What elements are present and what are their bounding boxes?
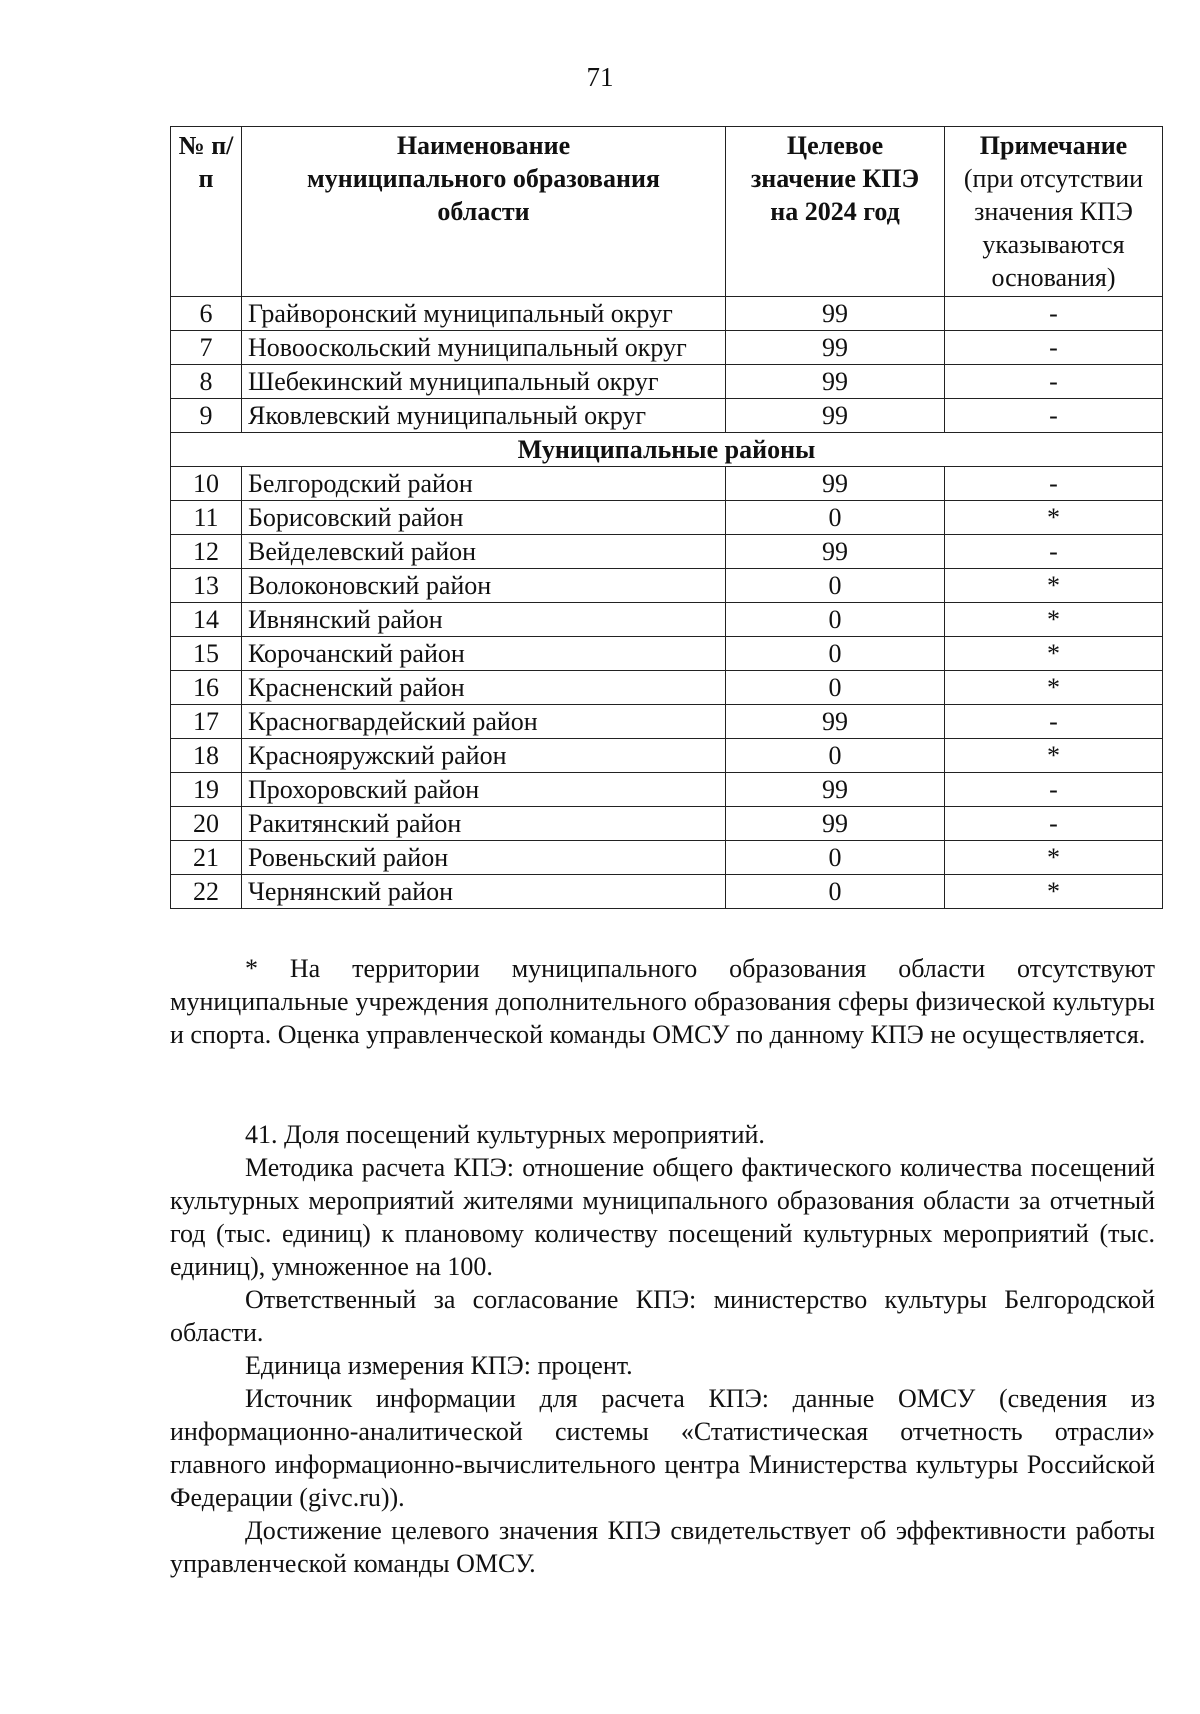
cell-note: -	[945, 467, 1163, 501]
cell-target: 0	[726, 569, 945, 603]
section-title: Муниципальные районы	[171, 433, 1163, 467]
cell-target: 0	[726, 671, 945, 705]
cell-note: -	[945, 773, 1163, 807]
cell-note: -	[945, 535, 1163, 569]
cell-note: *	[945, 875, 1163, 909]
cell-note: -	[945, 297, 1163, 331]
cell-target: 99	[726, 705, 945, 739]
cell-num: 12	[171, 535, 242, 569]
table-row	[171, 399, 1163, 433]
header-target: Целевое значение КПЭ на 2024 год	[726, 127, 945, 297]
table-row	[171, 535, 1163, 569]
cell-name: Прохоровский район	[242, 773, 726, 807]
cell-name: Красненский район	[242, 671, 726, 705]
cell-num: 14	[171, 603, 242, 637]
section-row	[171, 433, 1163, 467]
cell-target: 99	[726, 297, 945, 331]
cell-note: *	[945, 501, 1163, 535]
cell-name: Волоконовский район	[242, 569, 726, 603]
cell-note: -	[945, 705, 1163, 739]
cell-target: 99	[726, 773, 945, 807]
cell-note: *	[945, 569, 1163, 603]
cell-name: Корочанский район	[242, 637, 726, 671]
cell-num: 20	[171, 807, 242, 841]
table-row	[171, 841, 1163, 875]
cell-num: 11	[171, 501, 242, 535]
cell-target: 99	[726, 399, 945, 433]
cell-name: Краснояружский район	[242, 739, 726, 773]
cell-note: -	[945, 365, 1163, 399]
table-row	[171, 331, 1163, 365]
cell-name: Красногвардейский район	[242, 705, 726, 739]
table-row	[171, 875, 1163, 909]
cell-name: Чернянский район	[242, 875, 726, 909]
cell-num: 21	[171, 841, 242, 875]
cell-name: Грайворонский муниципальный округ	[242, 297, 726, 331]
table-section	[171, 433, 1163, 467]
table-row	[171, 365, 1163, 399]
section-41-title: 41. Доля посещений культурных мероприятий.	[245, 1120, 765, 1149]
section-41-unit: Единица измерения КПЭ: процент.	[245, 1351, 633, 1380]
table-row	[171, 773, 1163, 807]
table-row	[171, 603, 1163, 637]
cell-target: 99	[726, 535, 945, 569]
header-note-title: Примечание	[979, 131, 1128, 160]
cell-target: 0	[726, 603, 945, 637]
cell-num: 18	[171, 739, 242, 773]
table-row	[171, 671, 1163, 705]
cell-name: Шебекинский муниципальный округ	[242, 365, 726, 399]
table-row	[171, 569, 1163, 603]
section-41-method: Методика расчета КПЭ: отношение общего фактического количества посещений культурных мероприятий жителями муниципального образования области за отчетный год (тыс. единиц) к плановому количеству посещений культурных мероприятий (тыс. единиц), умноженное на 100.	[170, 1153, 1155, 1281]
cell-target: 99	[726, 331, 945, 365]
cell-target: 0	[726, 637, 945, 671]
table-header-row	[171, 127, 1163, 297]
cell-target: 99	[726, 807, 945, 841]
cell-num: 22	[171, 875, 242, 909]
table-body-bottom	[171, 467, 1163, 909]
cell-name: Ракитянский район	[242, 807, 726, 841]
table-row	[171, 501, 1163, 535]
page-number: 71	[586, 62, 614, 92]
table-row	[171, 739, 1163, 773]
section-41-achievement: Достижение целевого значения КПЭ свидетельствует об эффективности работы управленческой команды ОМСУ.	[170, 1516, 1155, 1578]
cell-target: 0	[726, 875, 945, 909]
table-body-top	[171, 297, 1163, 433]
cell-note: *	[945, 841, 1163, 875]
cell-name: Вейделевский район	[242, 535, 726, 569]
table-row	[171, 637, 1163, 671]
cell-num: 17	[171, 705, 242, 739]
cell-num: 16	[171, 671, 242, 705]
footnote	[170, 952, 1155, 1051]
table-row	[171, 297, 1163, 331]
cell-name: Новооскольский муниципальный округ	[242, 331, 726, 365]
header-name: Наименование муниципального образования области	[242, 127, 726, 297]
table-row	[171, 807, 1163, 841]
cell-num: 19	[171, 773, 242, 807]
cell-name: Яковлевский муниципальный округ	[242, 399, 726, 433]
cell-name: Белгородский район	[242, 467, 726, 501]
footnote-text: * На территории муниципального образования области отсутствуют муниципальные учреждения дополнительного образования сферы физической культуры и спорта. Оценка управленческой команды ОМСУ по данному КПЭ не осуществляется.	[170, 954, 1155, 1049]
cell-note: *	[945, 671, 1163, 705]
cell-num: 13	[171, 569, 242, 603]
table-row	[171, 467, 1163, 501]
header-note	[945, 127, 1163, 297]
cell-num: 10	[171, 467, 242, 501]
cell-note: -	[945, 399, 1163, 433]
cell-num: 8	[171, 365, 242, 399]
cell-note: -	[945, 807, 1163, 841]
cell-num: 15	[171, 637, 242, 671]
cell-note: -	[945, 331, 1163, 365]
header-num: № п/п	[171, 127, 242, 297]
cell-note: *	[945, 739, 1163, 773]
cell-target: 0	[726, 501, 945, 535]
section-41	[170, 1118, 1155, 1580]
section-41-source: Источник информации для расчета КПЭ: данные ОМСУ (сведения из информационно-аналитической системы «Статистическая отчетность отрасли» главного информационно-вычислительного центра Министерства культуры Российской Федерации (givc.ru)).	[170, 1384, 1155, 1512]
cell-note: *	[945, 603, 1163, 637]
cell-name: Ивнянский район	[242, 603, 726, 637]
cell-target: 0	[726, 841, 945, 875]
cell-target: 99	[726, 467, 945, 501]
cell-num: 6	[171, 297, 242, 331]
cell-name: Борисовский район	[242, 501, 726, 535]
cell-target: 99	[726, 365, 945, 399]
kpe-table	[170, 126, 1163, 909]
cell-note: *	[945, 637, 1163, 671]
cell-num: 7	[171, 331, 242, 365]
cell-name: Ровеньский район	[242, 841, 726, 875]
header-note-text: (при отсутствии значения КПЭ указываются основания)	[963, 164, 1144, 292]
cell-target: 0	[726, 739, 945, 773]
section-41-responsible: Ответственный за согласование КПЭ: министерство культуры Белгородской области.	[170, 1285, 1155, 1347]
cell-num: 9	[171, 399, 242, 433]
table-row	[171, 705, 1163, 739]
